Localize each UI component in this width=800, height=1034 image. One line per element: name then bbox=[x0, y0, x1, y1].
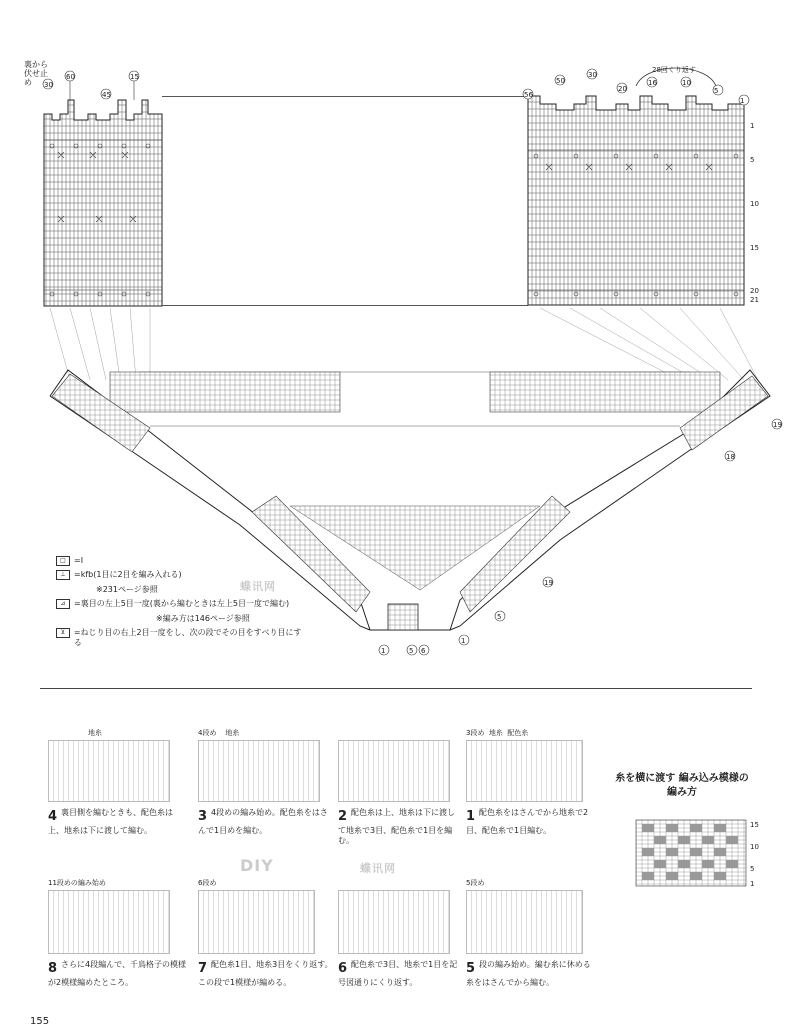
diagram-label: 6 bbox=[421, 647, 426, 655]
chart-label: 56 bbox=[524, 91, 533, 99]
step-1: 3段め 地糸 配色糸 1 配色糸をはさんでから地糸で2目、配色糸で1目編む。 bbox=[466, 729, 589, 835]
step-3: 4段め 地糸 3 4段めの編み始め。配色糸をはさんで1目めを編む。 bbox=[198, 729, 328, 835]
chart-label: 50 bbox=[556, 77, 565, 85]
row-number: 15 bbox=[750, 821, 759, 829]
twisted-stitch-icon: ⊻ bbox=[56, 628, 70, 638]
legend-row: ⊥ =kfb(1目に2目を編み入れる) bbox=[56, 570, 306, 580]
legend-row: ※編み方は146ページ参照 bbox=[156, 613, 250, 623]
diagram-label: 19 bbox=[773, 421, 782, 429]
cast-off-note: 裏から 伏せ止め bbox=[24, 60, 48, 88]
row-number: 10 bbox=[750, 200, 759, 208]
chart-label: 1 bbox=[740, 97, 745, 105]
watermark: DIY bbox=[240, 856, 274, 875]
legend-row: ⊻ =ねじり目の右上2目一度をし、次の段でその目をすべり目にする bbox=[56, 628, 306, 649]
chart-label: 20 bbox=[618, 85, 627, 93]
chart-label: 45 bbox=[102, 91, 111, 99]
watermark: 蝶讯网 bbox=[240, 580, 276, 593]
upper-left-chart bbox=[30, 70, 170, 310]
chart-label: 30 bbox=[44, 81, 53, 89]
decrease-stitch-icon: ⊿ bbox=[56, 599, 70, 609]
row-number: 5 bbox=[750, 865, 755, 873]
chart-label: 5 bbox=[714, 87, 719, 95]
upper-right-chart bbox=[516, 60, 776, 310]
diagram-label: 1 bbox=[381, 647, 386, 655]
step-illustration bbox=[48, 740, 170, 802]
step-2: 2 配色糸は上、地糸は下に渡して地糸で3目、配色糸で1目を編む。 bbox=[338, 730, 463, 847]
legend-row: □ =Ⅰ bbox=[56, 556, 306, 566]
step-7: 6段め 7 配色糸1目、地糸3目をくり返す。この段で1模様が編める。 bbox=[198, 879, 333, 987]
row-number: 20 bbox=[750, 287, 759, 295]
diagram-label: 19 bbox=[544, 579, 553, 587]
step-illustration bbox=[338, 740, 450, 802]
intarsia-mini-chart bbox=[636, 820, 766, 892]
step-illustration bbox=[198, 740, 320, 802]
step-5: 5段め 5 段の編み始め。編む糸に休める糸をはさんでから編む。 bbox=[466, 879, 591, 987]
diagram-label: 18 bbox=[726, 453, 735, 461]
kfb-stitch-icon: ⊥ bbox=[56, 570, 70, 580]
legend-row: ⊿ =裏目の左上5目一度(裏から編むときは左上5目一度で編む) bbox=[56, 599, 306, 609]
step-illustration bbox=[338, 890, 450, 954]
step-6: 6 配色糸で3目、地糸で1目を記号図通りにくり返す。 bbox=[338, 880, 463, 988]
step-illustration bbox=[198, 890, 315, 954]
chart-label: 15 bbox=[130, 73, 139, 81]
row-number: 1 bbox=[750, 880, 755, 888]
watermark: 蝶讯网 bbox=[360, 862, 396, 875]
row-number: 21 bbox=[750, 296, 759, 304]
step-illustration bbox=[48, 890, 170, 954]
row-number: 5 bbox=[750, 156, 755, 164]
center-rule bbox=[162, 96, 528, 97]
chart-label: 30 bbox=[588, 71, 597, 79]
diagram-label: 1 bbox=[461, 637, 466, 645]
row-number: 15 bbox=[750, 244, 759, 252]
step-4: 地糸 4 裏目側を編むときも、配色糸は上、地糸は下に渡して編む。 bbox=[48, 729, 174, 835]
chart-label: 10 bbox=[682, 79, 691, 87]
intarsia-chart-title: 糸を横に渡す 編み込み模様の編み方 bbox=[615, 773, 749, 798]
row-number: 1 bbox=[750, 122, 755, 130]
section-divider bbox=[40, 688, 752, 689]
chart-label: 16 bbox=[648, 79, 657, 87]
chart-label: 60 bbox=[66, 73, 75, 81]
row-number: 10 bbox=[750, 843, 759, 851]
legend-row: ※231ページ参照 bbox=[96, 584, 158, 594]
page-number: 155 bbox=[30, 1016, 50, 1027]
repeat-note: 28回くり返す bbox=[652, 66, 696, 74]
step-illustration bbox=[466, 890, 583, 954]
diagram-label: 5 bbox=[497, 613, 502, 621]
symbol-legend bbox=[56, 556, 306, 653]
step-illustration bbox=[466, 740, 583, 802]
diagram-label: 5 bbox=[409, 647, 414, 655]
blank-stitch-icon: □ bbox=[56, 556, 70, 566]
step-8: 11段めの編み始め 8 さらに4段編んで、千鳥格子の模様が2模様編めたところ。 bbox=[48, 879, 186, 987]
